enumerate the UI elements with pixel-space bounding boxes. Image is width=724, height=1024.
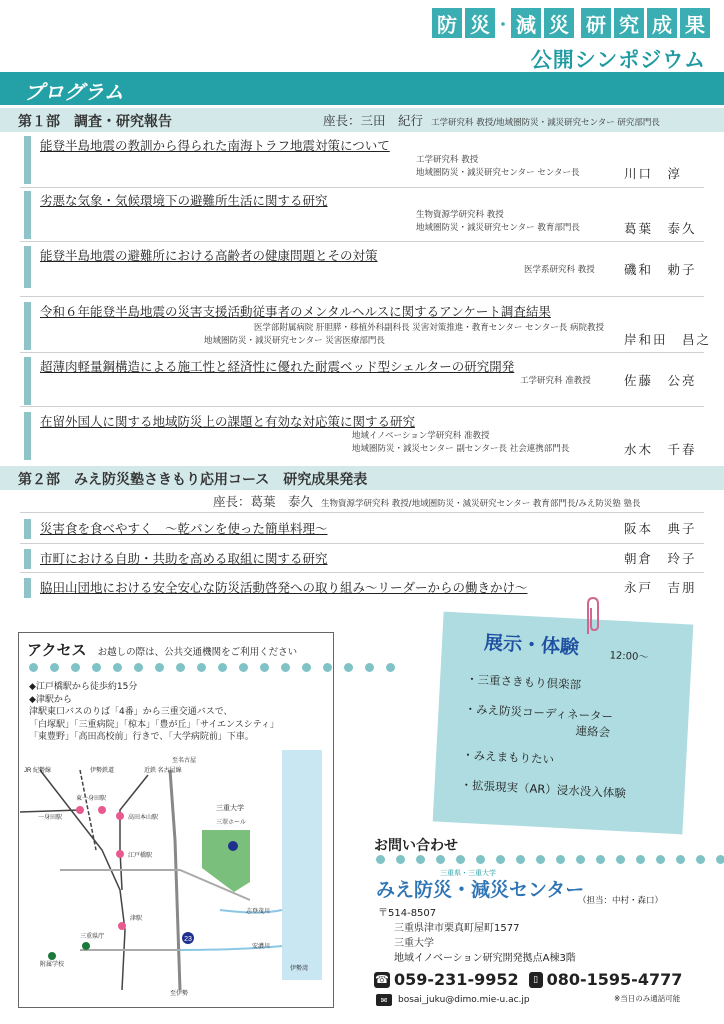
email-address[interactable]: bosai_juku@dimo.mie-u.ac.jp xyxy=(398,995,530,1005)
part1-chair-name: 座長：三田 紀行 xyxy=(323,113,424,128)
lecture-title: 災害食を食べやすく ～乾パンを使った簡単料理～ xyxy=(40,521,328,536)
access-line: 津駅東口バスのりば「4番」から三重交通バスで、 xyxy=(29,707,233,717)
title-char: ・ xyxy=(495,14,512,34)
phone-number[interactable]: 059-231-9952 xyxy=(394,970,519,989)
exhibit-item: 連絡会 xyxy=(575,723,611,740)
title-char: 究 xyxy=(614,8,644,38)
lecture-item xyxy=(24,412,708,462)
lecture-bar xyxy=(24,549,31,569)
map-label: 高田本山駅 xyxy=(128,815,159,821)
lecture-bar xyxy=(24,519,31,539)
lecture-aff xyxy=(204,322,604,348)
title-char: 果 xyxy=(680,8,710,38)
map-label: 伊勢鉄道 xyxy=(90,768,115,774)
lecture-aff xyxy=(524,264,595,277)
paperclip-icon xyxy=(582,596,604,636)
lecture-title: 超薄肉軽量鋼構造による施工性と経済性に優れた耐震ベッド型シェルターの研究開発 xyxy=(40,359,515,374)
access-line: ◆津駅から xyxy=(29,694,72,705)
sea xyxy=(282,750,322,980)
mobile-icon: ▯ xyxy=(529,972,543,988)
divider xyxy=(20,512,704,513)
lecture-aff-line: 医学部附属病院 肝胆膵・移植外科副科長 災害対策推進・教育センター センター長 病院教授 xyxy=(253,323,604,333)
access-header xyxy=(27,639,297,660)
part2-chair xyxy=(213,492,641,510)
lecture-speaker: 阪本 典子 xyxy=(624,521,697,536)
part1-chair-aff: 工学研究科 教授/地域圏防災・減災研究センター 研究部門長 xyxy=(431,118,660,128)
access-note: お越しの際は、公共交通機関をご利用ください xyxy=(97,647,298,658)
lecture-aff-line: 地域圏防災・減災研究センター 災害医療部門長 xyxy=(204,336,385,346)
divider xyxy=(20,543,704,544)
lecture-bar xyxy=(24,578,31,598)
lecture-speaker: 川口 淳 xyxy=(624,166,683,181)
map-label: 三翠ホール xyxy=(216,820,246,826)
title-char: 防 xyxy=(432,8,462,38)
subtitle: 公開シンポジウム xyxy=(530,48,706,72)
exhibit-item: ・拡張現実（AR）浸水没入体験 xyxy=(460,777,627,801)
part2-chair-aff: 生物資源学研究科 教授/地域圏防災・減災研究センター 教育部門長/みえ防災塾 塾長 xyxy=(321,499,641,509)
divider xyxy=(20,406,704,407)
lecture-speaker: 磯和 勅子 xyxy=(624,262,697,277)
lecture-speaker: 佐藤 公亮 xyxy=(624,373,697,388)
map-label: 江戸橋駅 xyxy=(128,853,153,859)
address-line: 三重大学 xyxy=(394,938,434,949)
lecture-item xyxy=(24,246,708,296)
access-line: ◆江戸橋駅から徒歩約15分 xyxy=(29,682,138,692)
lecture-item xyxy=(24,578,708,600)
access-line: 「東豊野」「高田高校前」行きで、「大学病院前」下車。 xyxy=(29,732,254,742)
phone-row xyxy=(374,970,682,989)
lecture-aff-line: 医学系研究科 教授 xyxy=(524,265,595,275)
lecture-aff-line: 工学研究科 教授 xyxy=(416,155,479,165)
map-label: 三重県庁 xyxy=(80,934,105,940)
title-char: 災 xyxy=(544,8,574,38)
exhibit-item: ・みえ防災コーディネーター xyxy=(464,701,614,724)
divider xyxy=(20,572,704,573)
map-label: 安濃川 xyxy=(252,944,271,950)
lecture-speaker: 岸和田 昌之 xyxy=(624,332,712,347)
lecture-aff xyxy=(416,209,580,235)
zip: 〒514-8507 xyxy=(378,908,437,919)
map-label: 東一身田駅 xyxy=(76,796,107,802)
map-label: 至名古屋 xyxy=(172,758,197,764)
dot-row xyxy=(376,855,724,864)
exhibit-item: ・みえまもりたい xyxy=(461,747,555,767)
exhibit-item: ・三重さきもり倶楽部 xyxy=(465,671,582,692)
title-char: 災 xyxy=(465,8,495,38)
address-block xyxy=(378,906,576,966)
lecture-speaker: 葛葉 泰久 xyxy=(624,221,697,236)
part1-title: 第１部 調査・研究報告 xyxy=(18,114,172,130)
map-label: 附属学校 xyxy=(40,962,65,968)
lecture-title: 在留外国人に関する地域防災上の課題と有効な対応策に関する研究 xyxy=(40,414,416,429)
logo-small: 三重県・三重大学 xyxy=(440,869,496,877)
lecture-item xyxy=(24,357,708,407)
part1-chair xyxy=(323,111,660,129)
lecture-bar xyxy=(24,302,31,350)
map-label: 志登茂川 xyxy=(246,909,271,915)
lecture-title: 令和６年能登半島地震の災害支援活動従事者のメンタルヘルスに関するアンケート調査結果 xyxy=(40,304,551,319)
lecture-item xyxy=(24,519,708,541)
lecture-title: 能登半島地震の教訓から得られた南海トラフ地震対策について xyxy=(40,138,390,153)
exhibit-note xyxy=(433,612,694,835)
divider xyxy=(20,187,704,188)
lecture-aff-line: 地域イノベーション学研究科 准教授 xyxy=(352,431,490,441)
lecture-aff-line: 地域圏防災・減災研究センター 教育部門長 xyxy=(416,223,580,233)
mobile-number[interactable]: 080-1595-4777 xyxy=(546,970,683,989)
lecture-bar xyxy=(24,412,31,460)
lecture-bar xyxy=(24,357,31,405)
exhibit-time: 12:00～ xyxy=(609,650,649,664)
map-label: 伊勢湾 xyxy=(290,966,309,972)
lecture-bar xyxy=(24,136,31,184)
lecture-aff-line: 地域圏防災・減災センター 副センター長 社会連携部門長 xyxy=(352,444,570,454)
access-directions xyxy=(29,681,279,744)
map-label: 至伊勢 xyxy=(170,991,189,997)
mobile-note: ※当日のみ通話可能 xyxy=(614,994,681,1003)
dot-row xyxy=(29,663,395,672)
lecture-speaker: 朝倉 玲子 xyxy=(624,551,697,566)
lecture-speaker: 水木 千春 xyxy=(624,442,697,457)
lecture-title: 能登半島地震の避難所における高齢者の健康問題とその対策 xyxy=(40,248,378,263)
map-label: 津駅 xyxy=(130,916,143,922)
email-row xyxy=(376,994,530,1006)
phone-icon: ☎ xyxy=(375,973,389,986)
divider xyxy=(20,352,704,353)
exhibit-title: 展示・体験 xyxy=(483,631,580,659)
center-logo: みえ防災・減災センター xyxy=(376,879,585,901)
divider xyxy=(20,241,704,242)
lecture-aff xyxy=(520,375,591,388)
access-line: 「白塚駅」「三重病院」「椋本」「豊が丘」「サイエンスシティ」 xyxy=(29,719,280,730)
title-char: 成 xyxy=(647,8,677,38)
title-tiles xyxy=(432,8,710,38)
lecture-aff-line: 工学研究科 准教授 xyxy=(520,376,591,386)
program-heading: プログラム xyxy=(0,72,724,105)
lecture-bar xyxy=(24,246,31,288)
lecture-aff-line: 生物資源学研究科 教授 xyxy=(416,210,504,220)
lecture-title: 脇田山団地における安全安心な防災活動啓発への取り組み～リーダーからの働きかけ～ xyxy=(40,580,528,595)
route-number: 23 xyxy=(184,936,192,943)
lecture-item xyxy=(24,136,708,186)
access-title: アクセス xyxy=(27,641,87,659)
lecture-speaker: 永戸 吉朋 xyxy=(624,580,697,595)
map-label: 三重大学 xyxy=(216,805,244,812)
access-map xyxy=(20,750,332,1000)
lecture-bar xyxy=(24,191,31,239)
lecture-title: 市町における自助・共助を高める取組に関する研究 xyxy=(40,551,328,566)
address-line: 三重県津市栗真町屋町1577 xyxy=(394,923,520,934)
title-char: 研 xyxy=(581,8,611,38)
mail-icon: ✉ xyxy=(376,994,392,1006)
lecture-aff xyxy=(416,154,580,180)
map-label: 近鉄 名古屋線 xyxy=(144,768,182,774)
map-label: 一身田駅 xyxy=(38,815,63,821)
contact-title: お問い合わせ xyxy=(374,838,458,854)
contact-person: （担当：中村・森口） xyxy=(578,896,664,906)
lecture-item xyxy=(24,549,708,571)
lecture-title: 劣悪な気象・気候環境下の避難所生活に関する研究 xyxy=(40,193,328,208)
address-line: 地域イノベーション研究開発拠点A棟3階 xyxy=(394,953,576,964)
divider xyxy=(20,296,704,297)
title-char: 減 xyxy=(511,8,541,38)
lecture-aff-line: 地域圏防災・減災研究センター センター長 xyxy=(416,168,580,178)
part2-chair-name: 座長：葛葉 泰久 xyxy=(213,494,314,509)
map-label: JR 紀勢線 xyxy=(24,768,52,774)
part2-title: 第２部 みえ防災塾さきもり応用コース 研究成果発表 xyxy=(18,472,368,488)
lecture-item xyxy=(24,191,708,241)
lecture-item xyxy=(24,302,712,352)
lecture-aff xyxy=(352,430,569,456)
